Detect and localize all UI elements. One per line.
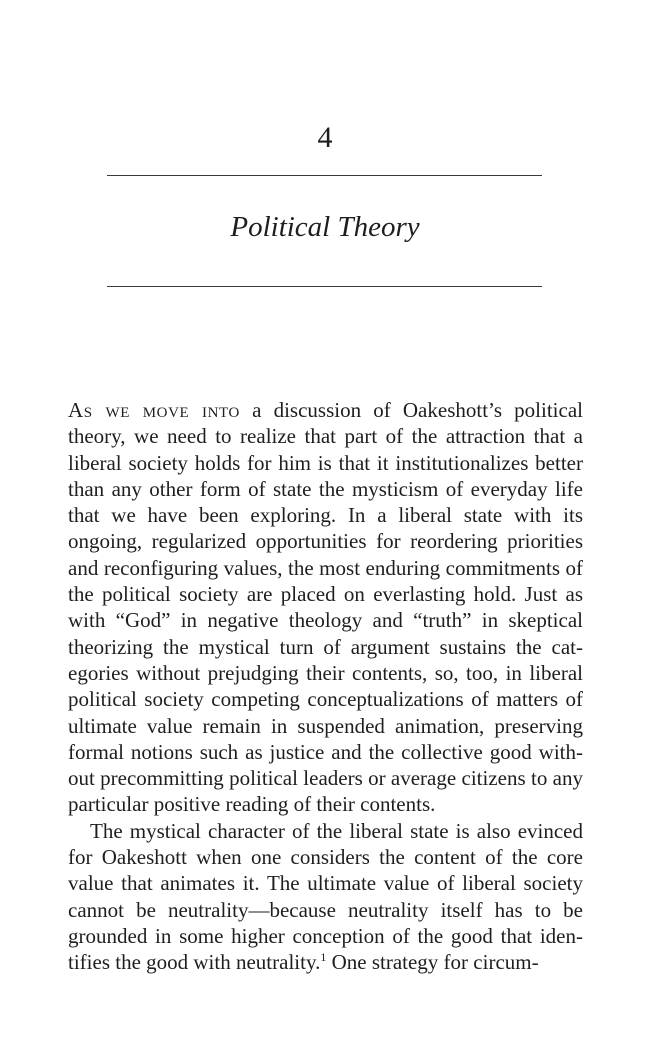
footnote-reference[interactable]: 1 bbox=[320, 950, 327, 965]
chapter-number: 4 bbox=[317, 121, 333, 154]
top-divider bbox=[107, 175, 542, 176]
chapter-title: Political Theory bbox=[230, 211, 420, 243]
paragraph-2-continuation: One strategy for circum- bbox=[326, 950, 539, 975]
body-text bbox=[68, 397, 583, 976]
paragraph-1-text: a discussion of Oakeshott’s political theory, we need to realize that part of the attraction that a liberal society holds for him is that it institutionalizes better than any other form of state the mysticism of everyday life that we have been exploring. In a liberal state with its ongoing, regularized opportunities for reordering priorities and reconfiguring values, the most enduring commitments of the political society are placed on everlasting hold. Just as with “God” in negative theology and “truth” in skeptical theorizing the mystical turn of argument sustains the categories without prejudging their contents, so, too, in liberal political society competing conceptualizations of matters of ultimate value remain in suspended animation, preserving formal notions such as justice and the collective good without precommitting political leaders or average citizens to any particular positive reading of their contents. bbox=[68, 398, 583, 817]
small-caps-lead-in: As we move into bbox=[68, 398, 240, 422]
bottom-divider bbox=[107, 286, 542, 287]
paragraph-2 bbox=[68, 818, 583, 976]
paragraph-2-text: The mystical character of the liberal state is also evinced for Oakeshott when one considers the content of the core value that animates it. The ultimate value of liberal society cannot be neutrality—because neutrality itself has to be grounded in some higher conception of the good that identifies the good with neutrality. bbox=[68, 818, 583, 975]
paragraph-1 bbox=[68, 397, 583, 818]
